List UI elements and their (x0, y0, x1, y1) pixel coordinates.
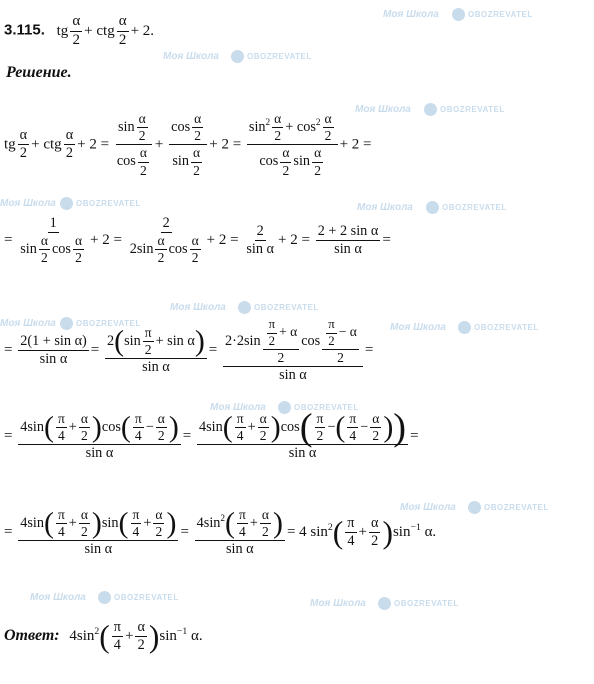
watermark-site: OBOZREVATEL (468, 10, 533, 19)
watermark-school: Моя Школа (355, 104, 411, 115)
watermark-site: OBOZREVATEL (254, 303, 319, 312)
watermark-school: Моя Школа (310, 598, 366, 609)
watermark-logo-icon (98, 591, 111, 604)
watermark-school: Моя Школа (170, 302, 226, 313)
watermark-logo-icon (60, 197, 73, 210)
watermark-site: OBOZREVATEL (294, 403, 359, 412)
watermark-site: OBOZREVATEL (442, 203, 507, 212)
watermark-school: Моя Школа (210, 402, 266, 413)
watermark-site: OBOZREVATEL (440, 105, 505, 114)
watermark-site: OBOZREVATEL (114, 593, 179, 602)
equation-line-3: = $\frac{\text{2(1 + sin α)}}{\text{sin α}}$ = 2(sin $\frac{\pi}{2}$ + sin α) sin α = 2·2sin $\frac{\pi}{2}$ + α 2 cos $\frac{\pi}{2}$ − α 2 sin α = (4, 317, 374, 384)
watermark-site: OBOZREVATEL (247, 52, 312, 61)
equation-line-5: = 4sin( $\frac{\pi}{4}$ + $\frac{\alpha}{2}$ )sin( $\frac{\pi}{4}$ + $\frac{\alpha}{2}$ ) sin α = $4\sin^2$( $\frac{\pi}{4}$ + $\frac{\alpha}{2}$ ) sin α = 4 $\sin^2$( $\frac{\pi}{4}$ + $\frac{\alpha}{2}$ )$\sin^{-1}$ α. (4, 506, 437, 558)
watermark-school: Моя Школа (400, 502, 456, 513)
answer-label: Ответ: (4, 626, 60, 644)
problem-expression: tg $\frac{\alpha}{2}$ + ctg $\frac{\alpha}{2}$ + 2. (56, 13, 155, 48)
equation-line-1: tg $\frac{\alpha}{2}$ + ctg $\frac{\alpha}{2}$ + 2 = sin $\frac{\alpha}{2}$ cos $\frac{\alpha}{2}$ + cos $\frac{\alpha}{2}$ sin $\frac{\alpha}{2}$ + 2 = $\sin^2$ $\frac{\alpha}{2}$ + $\cos^2$ $\frac{\alpha}{2}$ cos $\frac{\alpha}{2}$ sin $\frac{\alpha}{2}$ + 2 = (4, 111, 372, 178)
watermark-logo-icon (231, 50, 244, 63)
watermark-logo-icon (378, 597, 391, 610)
solution-label: Решение. (6, 64, 72, 81)
equation-line-2: = 1 sin $\frac{\alpha}{2}$ cos $\frac{\alpha}{2}$ + 2 = 2 2sin $\frac{\alpha}{2}$ cos $\frac{\alpha}{2}$ + 2 = $\frac{2}{\text{sin α}}$ + 2 = $\frac{\text{2 + 2 sin α}}{\text{sin α}}$ = (4, 215, 391, 266)
watermark-school: Моя Школа (0, 198, 56, 209)
watermark-school: Моя Школа (0, 318, 56, 329)
watermark-site: OBOZREVATEL (76, 199, 141, 208)
watermark-school: Моя Школа (383, 9, 439, 20)
watermark-site: OBOZREVATEL (76, 319, 141, 328)
answer-expression: $4\sin^2$( $\frac{\pi}{4}$ + $\frac{\alpha}{2}$ )$\sin^{-1}$ α. (69, 618, 203, 654)
answer-line (4, 620, 594, 653)
watermark-logo-icon (238, 301, 251, 314)
watermark-school: Моя Школа (163, 51, 219, 62)
watermark-school: Моя Школа (30, 592, 86, 603)
watermark-school: Моя Школа (390, 322, 446, 333)
problem-number: 3.115. (4, 21, 45, 39)
watermark-site: OBOZREVATEL (474, 323, 539, 332)
watermark-site: OBOZREVATEL (394, 599, 459, 608)
watermark-site: OBOZREVATEL (484, 503, 549, 512)
equation-line-4: = 4sin( $\frac{\pi}{4}$ + $\frac{\alpha}{2}$ )cos( $\frac{\pi}{4}$ − $\frac{\alpha}{2}$ ) sin α = 4sin( $\frac{\pi}{4}$ + $\frac{\alpha}{2}$ )cos( $\frac{\pi}{2}$ −( $\frac{\pi}{4}$ − $\frac{\alpha}{2}$ )) sin α = (4, 406, 419, 462)
watermark-logo-icon (426, 201, 439, 214)
problem-statement (4, 14, 594, 49)
watermark-school: Моя Школа (357, 202, 413, 213)
